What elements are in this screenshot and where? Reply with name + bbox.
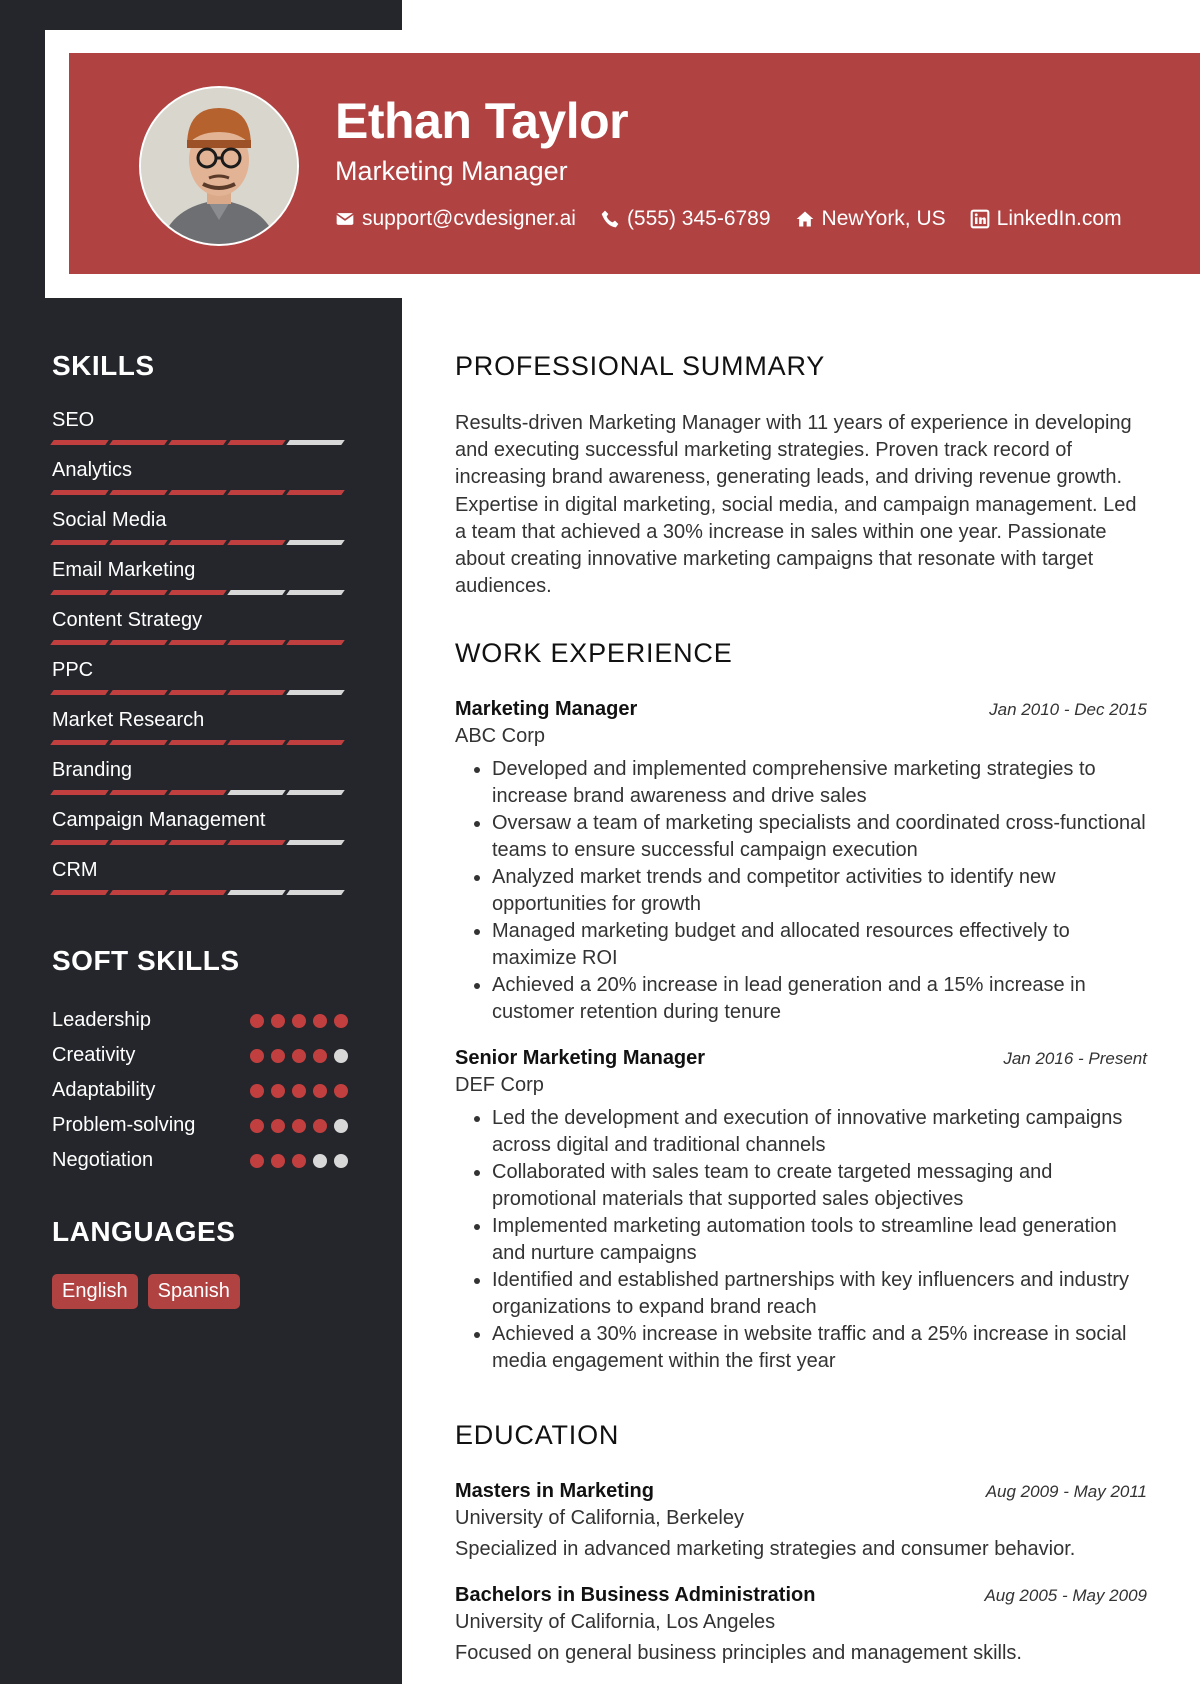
skill-level-segment [286,590,345,595]
languages-heading: LANGUAGES [52,1216,236,1247]
bullet-item: • Collaborated with sales team to create targeted messaging and promotional materials that supported sales objectives [492,1159,1147,1213]
skill-name: Email Marketing [52,559,196,581]
job-dates: Jan 2010 - Dec 2015 [989,700,1147,719]
skill-level-segment [109,890,168,895]
skill-level-segment [286,490,345,495]
skill-level-bar [52,890,348,895]
skill-level-segment [286,540,345,545]
skill-level-segment [168,590,227,595]
rating-dot [250,1119,264,1133]
rating-dot [271,1154,285,1168]
education-dates: Aug 2005 - May 2009 [984,1586,1147,1605]
skill-level-segment [168,790,227,795]
soft-skill-item [52,1108,348,1143]
rating-dot [313,1084,327,1098]
skill-level-segment [227,890,286,895]
skill-item [52,408,348,458]
education-heading: EDUCATION [455,1420,620,1450]
rating-dot [250,1049,264,1063]
soft-skills-heading: SOFT SKILLS [52,945,240,976]
soft-skill-item [52,1073,348,1108]
skill-level-segment [50,840,109,845]
bullet-item: • Analyzed market trends and competitor activities to identify new opportunities for growth [492,864,1147,918]
language-badge: Spanish [148,1274,240,1309]
contact-linkedin-text: LinkedIn.com [996,207,1122,230]
education-entry [455,1584,1147,1665]
skill-name: CRM [52,859,98,881]
soft-skill-name: Adaptability [52,1079,156,1101]
skill-level-segment [168,890,227,895]
skill-level-segment [227,790,286,795]
skill-level-segment [286,440,345,445]
linkedin-icon [970,209,990,229]
skill-item [52,758,348,808]
degree-name: Masters in Marketing [455,1480,654,1502]
skill-level-segment [227,590,286,595]
skill-level-bar [52,540,348,545]
skill-level-segment [109,540,168,545]
skill-name: Campaign Management [52,809,266,831]
soft-skill-name: Creativity [52,1044,136,1066]
bullet-item: • Implemented marketing automation tools to streamline lead generation and nurture campaigns [492,1213,1147,1267]
skill-item [52,808,348,858]
soft-skill-rating [250,1119,348,1133]
job-company: DEF Corp [455,1074,544,1096]
skill-level-segment [227,490,286,495]
school-name: University of California, Los Angeles [455,1611,776,1633]
rating-dot [292,1049,306,1063]
soft-skill-item [52,1143,348,1178]
degree-name: Bachelors in Business Administration [455,1584,816,1606]
skill-name: SEO [52,409,95,431]
skill-level-segment [50,640,109,645]
skill-level-segment [168,640,227,645]
summary-heading: PROFESSIONAL SUMMARY [455,351,826,381]
skill-level-bar [52,490,348,495]
rating-dot [313,1014,327,1028]
rating-dot [271,1084,285,1098]
profile-photo [139,86,299,246]
skill-level-segment [109,790,168,795]
contact-row [335,207,1122,231]
skill-level-segment [168,840,227,845]
school-name: University of California, Berkeley [455,1507,744,1529]
soft-skill-item [52,1038,348,1073]
skill-item [52,608,348,658]
skill-level-bar [52,690,348,695]
soft-skill-name: Problem-solving [52,1114,196,1136]
skill-level-segment [109,690,168,695]
skill-level-segment [286,840,345,845]
skill-level-bar [52,590,348,595]
phone-icon [600,209,620,229]
contact-location-text: NewYork, US [821,207,946,230]
skill-level-segment [50,890,109,895]
skill-level-segment [227,740,286,745]
skill-level-segment [286,690,345,695]
skill-level-segment [109,640,168,645]
skill-level-segment [227,690,286,695]
skill-level-segment [50,440,109,445]
job-entry [455,698,1147,1026]
skill-level-segment [50,790,109,795]
skill-item [52,558,348,608]
education-description: Specialized in advanced marketing strategies and consumer behavior. [455,1538,1076,1560]
skill-level-segment [50,740,109,745]
skill-level-bar [52,740,348,745]
bullet-item: • Oversaw a team of marketing specialists and coordinated cross-functional teams to ensure successful campaign execution [492,810,1147,864]
skill-level-segment [227,440,286,445]
rating-dot [292,1154,306,1168]
rating-dot [334,1154,348,1168]
soft-skill-rating [250,1154,348,1168]
job-dates: Jan 2016 - Present [1003,1049,1147,1068]
skill-item [52,508,348,558]
rating-dot [292,1119,306,1133]
rating-dot [271,1014,285,1028]
education-description: Focused on general business principles and management skills. [455,1642,1022,1664]
skill-level-bar [52,440,348,445]
skill-level-segment [109,590,168,595]
job-role: Senior Marketing Manager [455,1047,706,1069]
soft-skill-name: Negotiation [52,1149,154,1171]
rating-dot [313,1119,327,1133]
candidate-title: Marketing Manager [335,156,568,186]
bullet-item: • Identified and established partnerships with key influencers and industry organizations to expand brand reach [492,1267,1147,1321]
skill-name: Branding [52,759,133,781]
skill-level-bar [52,640,348,645]
skill-level-segment [227,640,286,645]
skill-item [52,658,348,708]
rating-dot [250,1014,264,1028]
contact-email-text: support@cvdesigner.ai [362,207,576,230]
home-icon [795,209,815,229]
skill-level-segment [286,890,345,895]
skill-level-segment [109,740,168,745]
skill-name: Analytics [52,459,133,481]
candidate-name: Ethan Taylor [335,93,629,149]
bullet-item: • Achieved a 30% increase in website traffic and a 25% increase in social media engagement within the first year [492,1321,1147,1375]
soft-skill-item [52,1003,348,1038]
contact-phone-text: (555) 345-6789 [626,207,771,230]
skill-item [52,858,348,908]
job-entry [455,1047,1147,1375]
skills-heading: SKILLS [52,350,155,381]
skill-level-segment [286,640,345,645]
skill-level-segment [227,540,286,545]
job-role: Marketing Manager [455,698,638,720]
rating-dot [334,1084,348,1098]
rating-dot [313,1154,327,1168]
skill-level-segment [50,540,109,545]
rating-dot [292,1084,306,1098]
skill-item [52,458,348,508]
rating-dot [334,1119,348,1133]
rating-dot [292,1014,306,1028]
skill-level-segment [168,740,227,745]
skill-name: Social Media [52,509,167,531]
contact-email[interactable] [335,207,576,231]
job-bullets [455,756,1147,1026]
experience-heading: WORK EXPERIENCE [455,638,733,668]
education-dates: Aug 2009 - May 2011 [985,1482,1147,1501]
rating-dot [313,1049,327,1063]
skill-name: PPC [52,659,94,681]
soft-skills-list [52,1003,348,1178]
contact-phone[interactable] [600,207,771,231]
soft-skill-rating [250,1014,348,1028]
skill-level-segment [227,840,286,845]
skill-name: Market Research [52,709,205,731]
envelope-icon [335,209,355,229]
education-entry [455,1480,1147,1561]
skills-list [52,408,348,908]
language-badge: English [52,1274,138,1309]
contact-location [795,207,946,231]
rating-dot [334,1049,348,1063]
rating-dot [250,1154,264,1168]
soft-skill-rating [250,1049,348,1063]
skill-level-segment [168,490,227,495]
skill-level-segment [286,740,345,745]
rating-dot [250,1084,264,1098]
bullet-item: • Managed marketing budget and allocated resources effectively to maximize ROI [492,918,1147,972]
skill-level-bar [52,840,348,845]
skill-level-segment [286,790,345,795]
skill-level-segment [109,440,168,445]
bullet-item: • Led the development and execution of innovative marketing campaigns across digital and traditional channels [492,1105,1147,1159]
bullet-item: • Developed and implemented comprehensive marketing strategies to increase brand awareness and drive sales [492,756,1147,810]
skill-level-segment [168,440,227,445]
job-company: ABC Corp [455,725,546,747]
skill-name: Content Strategy [52,609,203,631]
skill-level-segment [109,490,168,495]
soft-skill-name: Leadership [52,1009,151,1031]
skill-level-segment [168,690,227,695]
skill-level-bar [52,790,348,795]
bullet-item: • Achieved a 20% increase in lead generation and a 15% increase in customer retention during tenure [492,972,1147,1026]
summary-text: Results-driven Marketing Manager with 11 years of experience in developing and executing successful marketing strategies. Proven track record of increasing brand awareness, generating leads, and driving revenue growth. Expertise in digital marketing, social media, and campaign management. Led a team that achieved a 30% increase in sales within one year. Passionate about creating innovative marketing campaigns that resonate with target audiences. [455,412,1137,598]
skill-level-segment [109,840,168,845]
languages-list [52,1274,240,1309]
rating-dot [271,1049,285,1063]
skill-level-segment [50,590,109,595]
rating-dot [334,1014,348,1028]
rating-dot [271,1119,285,1133]
skill-item [52,708,348,758]
contact-linkedin[interactable] [970,207,1122,231]
soft-skill-rating [250,1084,348,1098]
skill-level-segment [50,690,109,695]
skill-level-segment [50,490,109,495]
job-bullets [455,1105,1147,1375]
skill-level-segment [168,540,227,545]
